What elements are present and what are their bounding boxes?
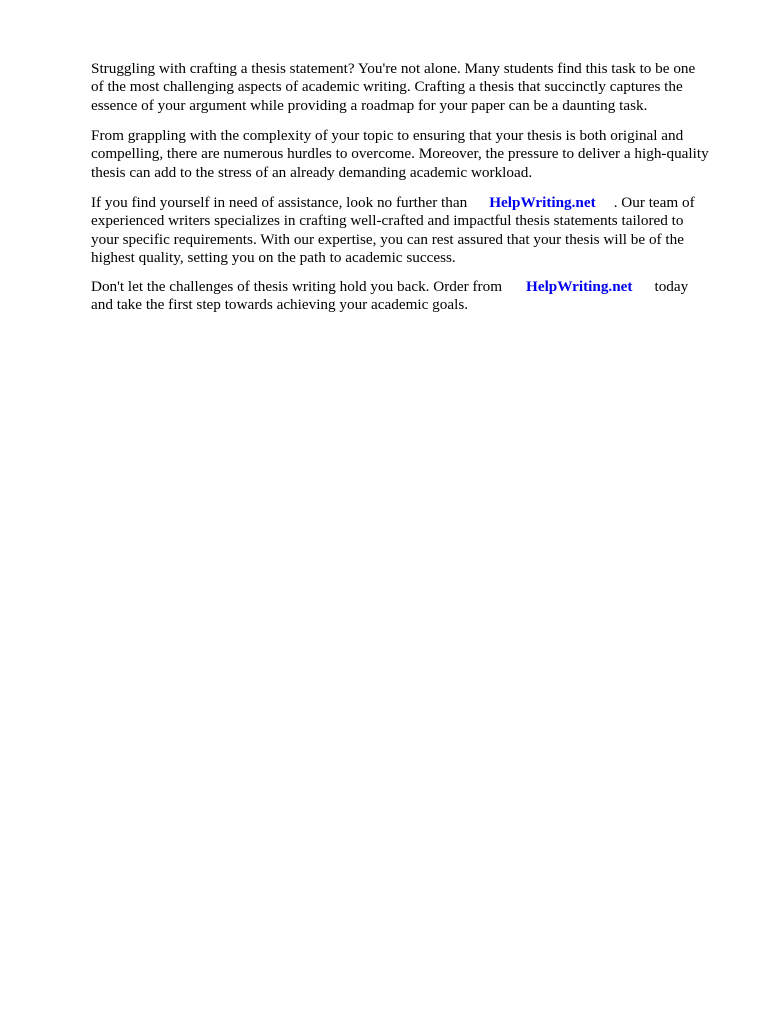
text-segment: . Our team of: [613, 194, 695, 211]
helpwriting-link[interactable]: HelpWriting.net: [489, 194, 596, 211]
text-segment: If you find yourself in need of assistance, look no further than: [91, 194, 468, 211]
paragraph-intro: [91, 60, 695, 115]
text-line: highest quality, setting you on the path to academic success.: [91, 249, 456, 267]
text-line: [91, 194, 695, 212]
text-line: essence of your argument while providing a roadmap for your paper can be a daunting task.: [91, 96, 648, 114]
paragraph-call-to-action: [91, 278, 688, 315]
text-line: [91, 278, 688, 296]
paragraph-assistance: [91, 194, 695, 268]
text-segment: Don't let the challenges of thesis writing hold you back. Order from: [91, 278, 503, 295]
text-line: compelling, there are numerous hurdles to overcome. Moreover, the pressure to deliver a high-quality: [91, 145, 709, 163]
paragraph-challenges: [91, 127, 709, 182]
text-line: of the most challenging aspects of academic writing. Crafting a thesis that succinctly captures the: [91, 78, 683, 96]
text-line: Struggling with crafting a thesis statement? You're not alone. Many students find this task to be one: [91, 60, 696, 77]
text-segment: today: [654, 278, 689, 295]
text-line: your specific requirements. With our expertise, you can rest assured that your thesis will be of the: [91, 230, 684, 248]
text-line: experienced writers specializes in crafting well-crafted and impactful thesis statements tailored to: [91, 212, 684, 230]
helpwriting-link[interactable]: HelpWriting.net: [526, 278, 633, 295]
text-line: and take the first step towards achieving your academic goals.: [91, 296, 469, 314]
text-line: thesis can add to the stress of an already demanding academic workload.: [91, 163, 533, 181]
text-line: From grappling with the complexity of your topic to ensuring that your thesis is both original and: [91, 127, 684, 144]
